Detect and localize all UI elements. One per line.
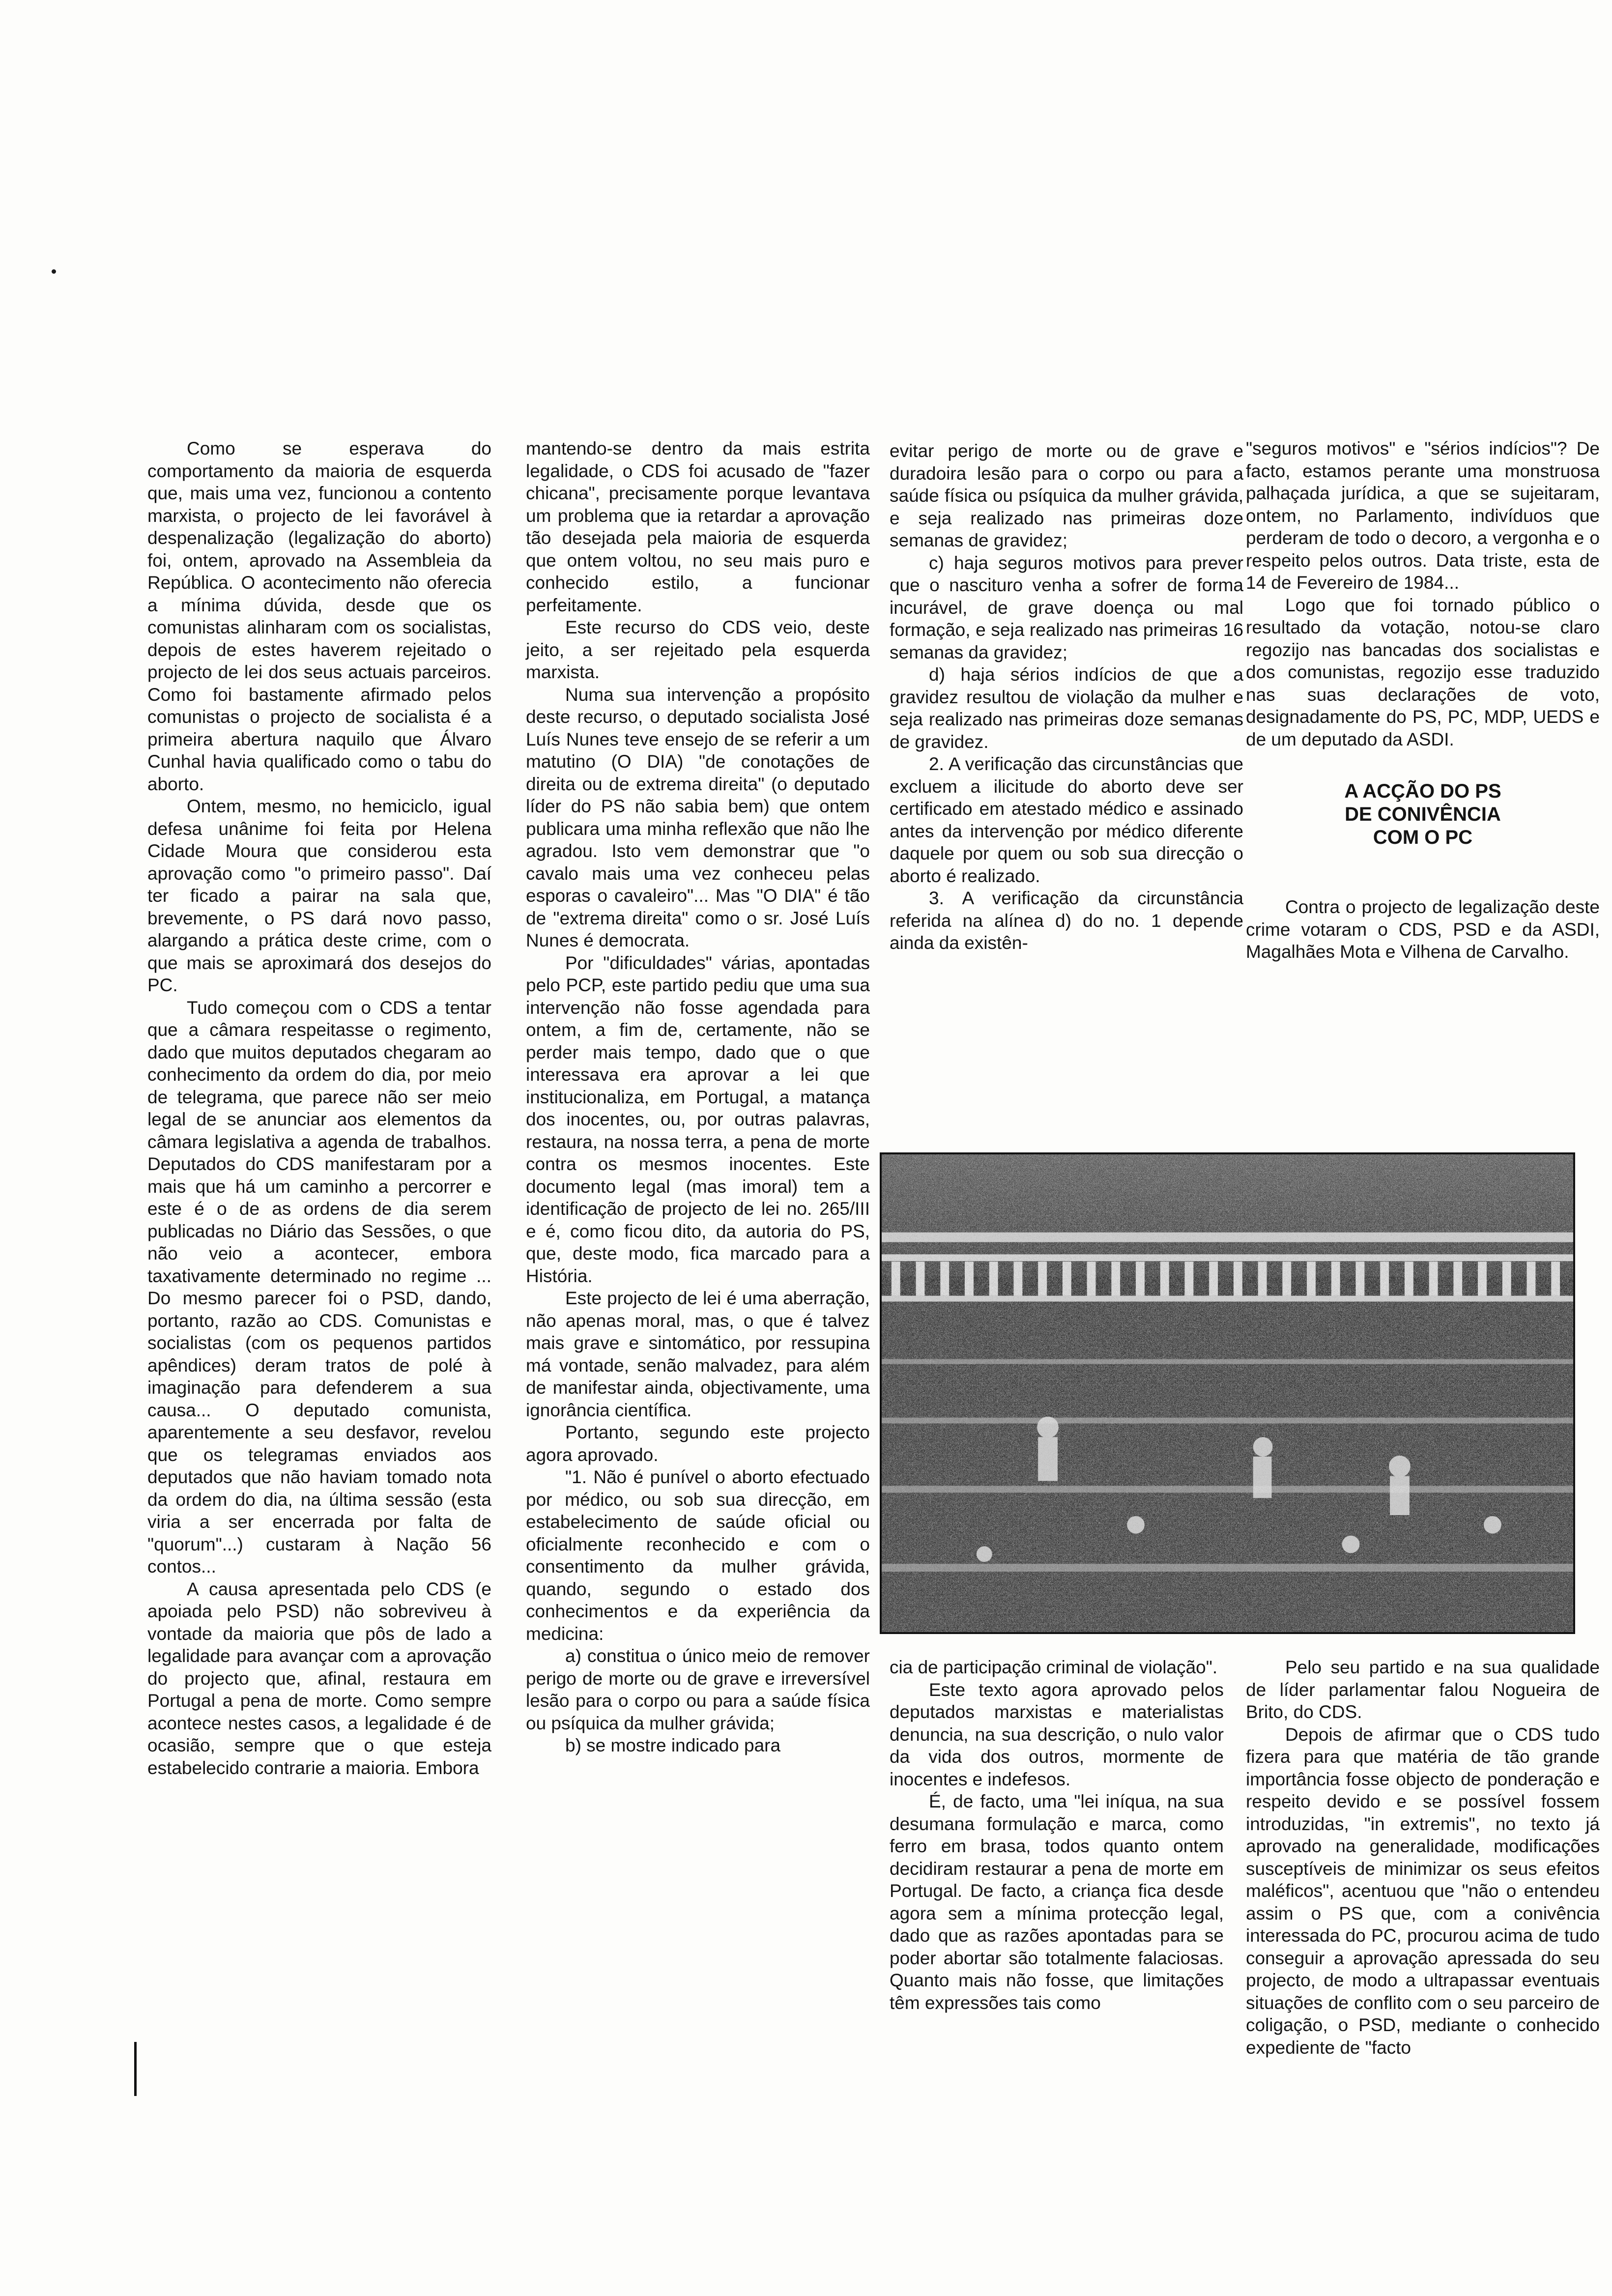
paragraph: a) constitua o único meio de remover perigo de morte ou de grave e irreversível lesão para o corpo ou para a saúde física ou psíquica da mulher grávida; [526,1646,870,1733]
article-column-4-top [1246,437,1600,963]
article-column-4-bottom [1246,1656,1600,2059]
section-subheading [1246,780,1600,849]
paragraph: 2. A verificação das circunstâncias que excluem a ilicitude do aborto deve ser certificado em atestado médico e assinado antes da intervenção por médico diferente daquele por quem ou sob sua direcção o aborto é realizado. [890,754,1243,886]
margin-mark [134,2042,137,2096]
article-column-1 [147,437,491,1779]
paragraph: Tudo começou com o CDS a tentar que a câmara respeitasse o regimento, dado que muitos deputados chegaram ao conhecimento da ordem do dia, por meio de telegrama, que parece não ser meio legal de se anunciar aos elementos da câmara legislativa a agenda de trabalhos. Deputados do CDS manifestaram por a mais que há um caminho a percorrer e este é o de as ordens de dia serem publicadas no Diário das Sessões, o que não veio a acontecer, embora taxativamente determinado no regime ... Do mesmo parecer foi o PSD, dando, portanto, razão ao CDS. Comunistas e socialistas (com os pequenos partidos apêndices) deram tratos de polé à imaginação para defenderem a sua causa... O deputado comunista, aparentemente a seu desfavor, revelou que os telegramas enviados aos deputados que não haviam tomado nota da ordem do dia, na última sessão (esta viria a ser encerrada por falta de "quorum"...) custaram à Nação 56 contos... [147,997,491,1577]
paragraph: "1. Não é punível o aborto efectuado por médico, ou sob sua direcção, em estabelecimento de saúde oficial ou oficialmente reconhecido e com o consentimento da mulher grávida, quando, segundo o estado dos conhecimentos e da experiência da medicina: [526,1467,870,1644]
paragraph: Numa sua intervenção a propósito deste recurso, o deputado socialista José Luís Nunes teve ensejo de se referir a um matutino (O DIA) "de conotações de direita ou de extrema direita" (o deputado líder do PS não sabia bem) que ontem publicara uma minha reflexão que não lhe agradou. Isto vem demonstrar que "o cavalo mais uma vez conheceu pelas esporas o cavaleiro"... Mas "O DIA" é tão de "extrema direita" como o sr. José Luís Nunes é democrata. [526,684,870,950]
paragraph: Ontem, mesmo, no hemiciclo, igual defesa unânime foi feita por Helena Cidade Moura que considerou esta aprovação como "o primeiro passo". Daí ter ficado a pairar na sala que, brevemente, o PS dará novo passo, alargando a prática deste crime, com o que mais se aproximará dos desejos do PC. [147,796,491,995]
paragraph: mantendo-se dentro da mais estrita legalidade, o CDS foi acusado de "fazer chicana", precisamente porque levantava um problema que ia retardar a aprovação tão desejada pela maioria de esquerda que ontem voltou, no seu mais puro e conhecido estilo, a funcionar perfeitamente. [526,438,870,615]
paragraph: Como se esperava do comportamento da maioria de esquerda que, mais uma vez, funcionou a contento marxista, o projecto de lei favorável à despenalização (legalização do aborto) foi, ontem, aprovado na Assembleia da República. O acontecimento não oferecia a mínima dúvida, desde que os comunistas alinharam com os socialistas, depois de estes haverem rejeitado o projecto de lei dos seus actuais parceiros. Como foi bastamente afirmado pelos comunistas o projecto de socialista é a primeira abertura naquilo que Álvaro Cunhal havia qualificado como o tabu do aborto. [147,438,491,794]
subheading-line: A ACÇÃO DO PS [1344,780,1501,802]
article-column-3-bottom [890,1656,1224,2014]
paragraph: Este recurso do CDS veio, deste jeito, a ser rejeitado pela esquerda marxista. [526,617,870,682]
paragraph: Por "dificuldades" várias, apontadas pelo PCP, este partido pediu que uma sua intervenção não fosse agendada para ontem, a fim de, certamente, não se perder mais tempo, dado que o que interessava era aprovar a lei que institucionaliza, em Portugal, a matança dos inocentes, ou, por outras palavras, restaura, na nossa terra, a pena de morte contra os mesmos inocentes. Este documento legal (mas imoral) tem a identificação de projecto de lei no. 265/III e é, como ficou dito, da autoria do PS, que, deste modo, fica marcado para a História. [526,952,870,1286]
paragraph: Portanto, segundo este projecto agora aprovado. [526,1422,870,1465]
subheading-line: DE CONIVÊNCIA [1345,804,1501,825]
article-column-3-top [890,440,1243,954]
paragraph: evitar perigo de morte ou de grave e duradoira lesão para o corpo ou para a saúde física ou psíquica da mulher grávida, e seja realizado nas primeiras doze semanas de gravidez; [890,441,1243,550]
paragraph: Pelo seu partido e na sua qualidade de líder parlamentar falou Nogueira de Brito, do CDS. [1246,1657,1600,1722]
paragraph: Este projecto de lei é uma aberração, não apenas moral, mas, o que é talvez mais grave e sintomático, por ressupina má vontade, senão malvadez, para além de manifestar ainda, objectivamente, uma ignorância científica. [526,1288,870,1420]
paragraph: É, de facto, uma "lei iníqua, na sua desumana formulação e marca, como ferro em brasa, todos quanto ontem decidiram restaurar a pena de morte em Portugal. De facto, a criança fica desde agora sem a mínima protecção legal, dado que as razões apontadas para se poder abortar são totalmente falaciosas. Quanto mais não fosse, que limitações têm expressões tais como [890,1791,1224,2013]
parliament-chamber-image [882,1154,1573,1632]
parliament-photo [880,1152,1575,1634]
paragraph: A causa apresentada pelo CDS (e apoiada pelo PSD) não sobreviveu à vontade da maioria que pôs de lado a legalidade para avançar com a aprovação do projecto que, afinal, restaura em Portugal a pena de morte. Como sempre acontece nestes casos, a legalidade é de ocasião, sempre que o que esteja estabelecido contrarie a maioria. Embora [147,1578,491,1778]
paragraph: Logo que foi tornado público o resultado da votação, notou-se claro regozijo nas bancadas dos socialistas e dos comunistas, regozijo esse traduzido nas suas declarações de voto, designadamente do PS, PC, MDP, UEDS e de um deputado da ASDI. [1246,595,1600,749]
subheading-line: COM O PC [1373,827,1473,848]
paragraph: "seguros motivos" e "sérios indícios"? De facto, estamos perante uma monstruosa palhaçada jurídica, a que se sujeitaram, ontem, no Parlamento, indivíduos que perderam de todo o decoro, a vergonha e o respeito pelos outros. Data triste, esta de 14 de Fevereiro de 1984... [1246,438,1600,593]
paragraph: b) se mostre indicado para [565,1735,781,1755]
print-speck [52,269,56,274]
paragraph: Depois de afirmar que o CDS tudo fizera para que matéria de tão grande importância fosse objecto de ponderação e respeito devido e se possível fossem introduzidas, "in extremis", no texto já aprovado na generalidade, modificações susceptíveis de minimizar os seus efeitos maléficos", acentuou que "não o entendeu assim o PS que, com a conivência interessada do PC, procurou acima de tudo conseguir a aprovação apressada do seu projecto, de modo a ultrapassar eventuais situações de conflito com o seu parceiro de coligação, o PSD, mediante o conhecido expediente de "facto [1246,1724,1600,2058]
paragraph: Contra o projecto de legalização deste crime votaram o CDS, PSD e da ASDI, Magalhães Mota e Vilhena de Carvalho. [1246,897,1600,962]
paragraph: c) haja seguros motivos para prever que o nascituro venha a sofrer de forma incurável, de grave doença ou mal formação, e seja realizado nas primeiras 16 semanas da gravidez; [890,552,1243,662]
paragraph: d) haja sérios indícios de que a gravidez resultou de violação da mulher e seja realizado nas primeiras doze semanas de gravidez. [890,664,1243,752]
paragraph: cia de participação criminal de violação". [890,1657,1218,1677]
paragraph: 3. A verificação da circunstância referida na alínea d) do no. 1 depende ainda da existên- [890,888,1243,953]
paragraph: Este texto agora aprovado pelos deputados marxistas e materialistas denuncia, na sua descrição, o nulo valor da vida dos outros, mormente de inocentes e indefesos. [890,1679,1224,1789]
article-column-2 [526,437,870,1757]
